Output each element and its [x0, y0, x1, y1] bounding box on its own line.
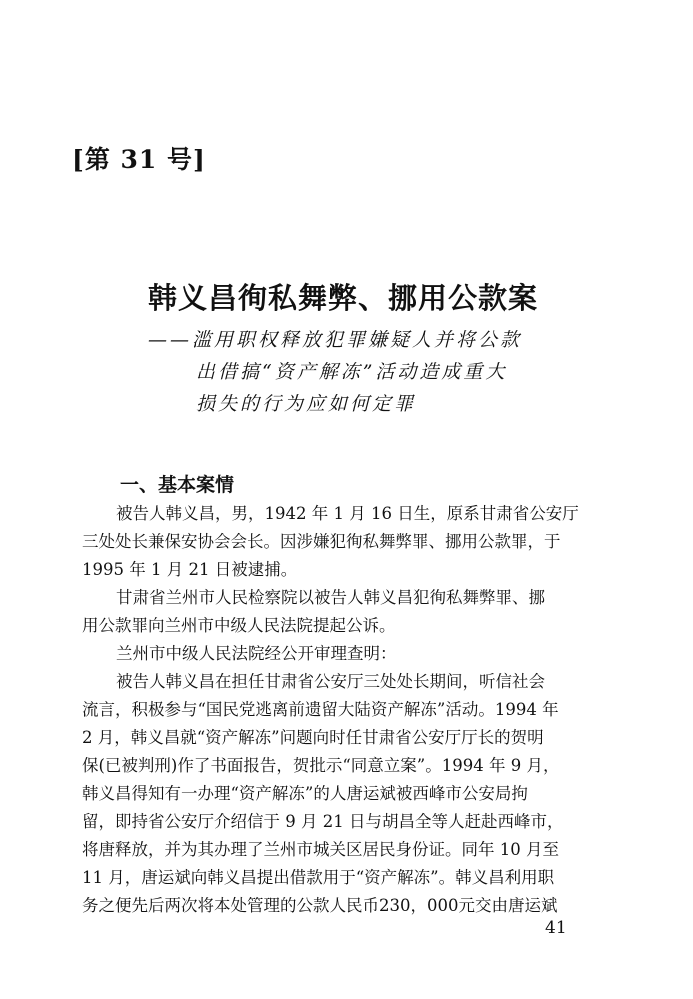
body-line: 被告人韩义昌，男，1942 年 1 月 16 日生，原系甘肃省公安厅	[116, 504, 579, 523]
body-line: 甘肃省兰州市人民检察院以被告人韩义昌犯徇私舞弊罪、挪	[116, 588, 545, 607]
body-line: 兰州市中级人民法院经公开审理查明：	[116, 644, 397, 663]
body-line: 用公款罪向兰州市中级人民法院提起公诉。	[82, 616, 396, 635]
body-line: 三处处长兼保安协会会长。因涉嫌犯徇私舞弊罪、挪用公款罪，于	[82, 532, 561, 551]
body-line: 流言，积极参与“国民党逃离前遗留大陆资产解冻”活动。1994 年	[82, 700, 559, 719]
body-line: 保(已被判刑)作了书面报告，贺批示“同意立案”。1994 年 9 月，	[82, 756, 560, 775]
body-line: 被告人韩义昌在担任甘肃省公安厅三处处长期间，听信社会	[116, 672, 545, 691]
body-line: 1995 年 1 月 21 日被逮捕。	[82, 560, 298, 579]
body-line: 留，即持省公安厅介绍信于 9 月 21 日与胡昌全等人赶赴西峰市，	[82, 812, 564, 831]
case-title: 韩义昌徇私舞弊、挪用公款案	[148, 281, 539, 315]
body-line: 11 月，唐运斌向韩义昌提出借款用于“资产解冻”。韩义昌利用职	[82, 868, 555, 887]
body-line: 将唐释放，并为其办理了兰州市城关区居民身份证。同年 10 月至	[82, 840, 559, 859]
subtitle-line: ——滥用职权释放犯罪嫌疑人并将公款	[148, 329, 523, 351]
body-line: 务之便先后两次将本处管理的公款人民币230，000元交由唐运斌	[82, 896, 558, 915]
page-number: 41	[545, 918, 567, 938]
section-heading: 一、基本案情	[120, 474, 235, 496]
subtitle-line: 出借搞“资产解冻”活动造成重大	[196, 361, 508, 383]
body-line: 2 月，韩义昌就“资产解冻”问题向时任甘肃省公安厅厅长的贺明	[82, 728, 544, 747]
case-number: [第 31 号]	[72, 145, 206, 174]
body-line: 韩义昌得知有一办理“资产解冻”的人唐运斌被西峰市公安局拘	[82, 784, 528, 803]
subtitle-line: 损失的行为应如何定罪	[196, 393, 417, 415]
